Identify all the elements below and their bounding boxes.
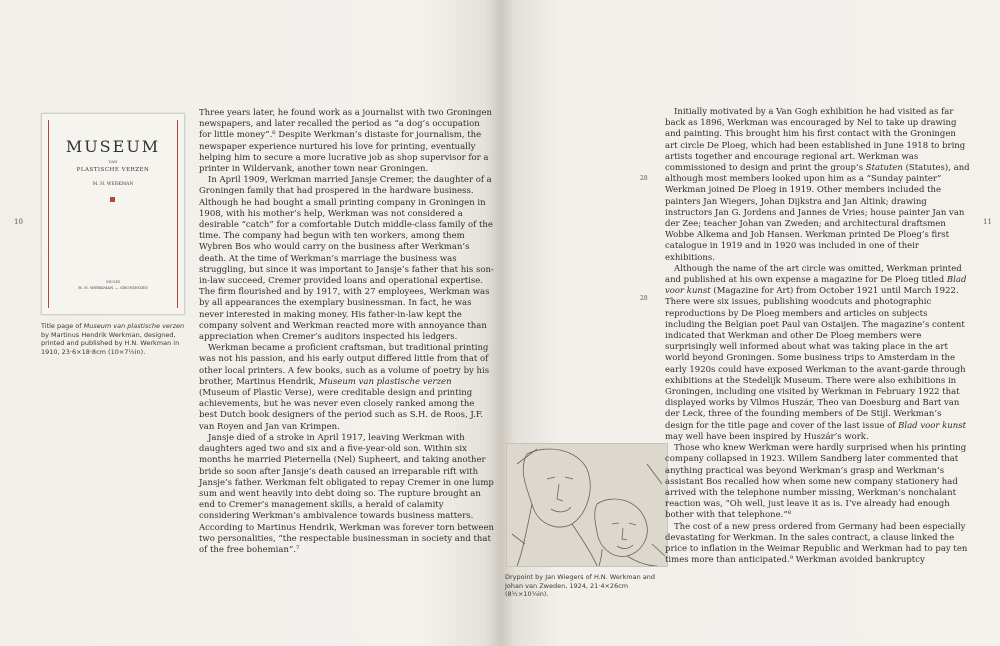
paragraph: Three years later, he found work as a journalist with two Groningen newspapers, and later recalled the period as “a dog’s occupation for little money”.⁶ Despite Werkman’s distaste for journalism, the newspaper experience nurtured his love for printing, eventually helping him to secure a more lucrative job as shop supervisor for a printer in Wildervank, another town near Groningen. xyxy=(199,108,492,175)
cover-author: M. H. WERKMAN xyxy=(92,182,134,187)
margin-note: 28 xyxy=(640,295,648,302)
drypoint-image xyxy=(506,443,668,567)
cover-subtitle: PLASTISCHE VERZEN xyxy=(76,167,150,173)
paragraph: Although the name of the art circle was omitted, Werkman printed and published at his own expense a magazine for De Ploeg titled Blad voor kunst (Magazine for Art) from October 1921 until March 1922. There were six issues, publishing woodcuts and photographic reproductions by De Ploeg members and articles on subjects including the Belgian poet Paul van Ostaijen. The magazine’s content indicated that Werkman and other De Ploeg members were surprisingly well informed about what was taking place in the art world beyond Groningen. Some business trips to Amsterdam in the early 1920s could have exposed Werkman to the avant-garde through exhibitions at the Stedelijk Museum. There were also exhibitions in Groningen, including one visited by Werkman in February 1922 that displayed works by Vilmos Huszár, Theo van Doesburg and Bart van der Leck, three of the founding members of De Stijl. Werkman’s design for the title page and cover of the last issue of Blad voor kunst may well have been inspired by Huszár’s work. xyxy=(665,263,967,442)
cover-caption: Title page of Museum van plastische verzen by Martinus Hendrik Werkman, designed, printed and published by H.N. Werkman in 1910, 23·6×18·8cm (10×7½in). xyxy=(41,322,185,356)
left-body-text xyxy=(199,108,494,556)
drypoint-sketch xyxy=(507,444,667,566)
drypoint-caption: Drypoint by Jan Wiegers of H.N. Werkman and Johan van Zweden, 1924, 21·4×26cm (8½×10¼in). xyxy=(505,573,656,599)
paragraph: Initially motivated by a Van Gogh exhibition he had visited as far back as 1896, Werkman was encouraged by Nel to take up drawing and painting. This brought him his first contact with the Groningen art circle De Ploeg, which had been established in June 1918 to bring artists together and encourage regional art. Werkman was commissioned to design and print the group’s Statuten (Statutes), and although most members looked upon him as a “Sunday painter” Werkman joined De Ploeg in 1919. Other members included the painters Jan Wiegers, Johan Dijkstra and Jan Altink; drawing instructors Jan G. Jordens and Jannes de Vries; house painter Jan van der Zee; teacher Johan van Zweden; and architectural draftsmen Wobbe Alkema and Job Hansen. Werkman printed De Ploeg’s first catalogue in 1919 and in 1920 was included in one of their exhibitions. xyxy=(665,107,970,263)
cover-ornament xyxy=(110,197,115,202)
cover-van: VAN xyxy=(108,159,118,164)
cover-year: MCMX xyxy=(105,279,121,284)
book-cover-image xyxy=(41,113,185,315)
paragraph: Werkman became a proficient craftsman, but traditional printing was not his passion, and his early output differed little from that of other local printers. A few books, such as a volume of poetry by his brother, Martinus Hendrik, Museum van plastische verzen (Museum of Plastic Verse), were creditable design and printing achievements, but he was never even closely ranked among the best Dutch book designers of the period such as S.H. de Roos, J.F. van Royen and Jan van Krimpen. xyxy=(199,343,490,432)
paragraph: Those who knew Werkman were hardly surprised when his printing company collapsed in 1923. Willem Sandberg later commented that anything practical was beyond Werkman’s grasp and Werkman’s assistant Bos recalled how when some new company stationery had arrived with the telephone number missing, Werkman’s nonchalant reaction was, “Oh well, just leave it as is. I’ve already had enough bother with that telephone.”⁸ xyxy=(665,443,967,521)
page-number-left: 10 xyxy=(14,218,23,226)
paragraph: Jansje died of a stroke in April 1917, leaving Werkman with daughters aged two and six and a five-year-old son. Within six months he married Pieternella (Nel) Supheert, and taking another bride so soon after Jansje’s death caused an irreparable rift with Jansje’s father. Werkman felt obligated to repay Cremer in one lump sum and went heavily into debt doing so. The rupture brought an end to Cremer’s management skills, a herald of calamity considering Werkman’s ambivalence towards business matters. According to Martinus Hendrik, Werkman was forever torn between two personalities, “the respectable businessman in society and that of the free bohemian”.⁷ xyxy=(199,432,494,555)
cover-title: MUSEUM xyxy=(65,137,161,156)
margin-note: 28 xyxy=(640,175,648,182)
page-number-right: 11 xyxy=(983,218,992,226)
paragraph: In April 1909, Werkman married Jansje Cremer, the daughter of a Groningen family that had prospered in the hardware business. Although he had bought a small printing company in Groningen in 1908, with his mother’s help, Werkman was not considered a desirable “catch” for a comfortable Dutch middle-class family of the time. The company had begun with ten workers, among them Wybren Bos who would carry on the business after Werkman’s death. At the time of Werkman’s marriage the business was struggling, but since it was important to Jansje’s father that his son-in-law succeed, Cremer provided loans and operational expertise. The firm flourished and by 1917, with 27 employees, Werkman was by all appearances the exemplary businessman. In fact, he was never interested in making money. His father-in-law kept the company solvent and Werkman reacted more with annoyance than appreciation when Cremer’s auditors inspected his ledgers. xyxy=(199,175,494,343)
cover-publisher: H. N. WERKMAN — GRONINGEN xyxy=(78,285,148,290)
right-body-text xyxy=(665,107,970,566)
paragraph: The cost of a new press ordered from Germany had been especially devastating for Werkman. In the sales contract, a clause linked the price to inflation in the Weimar Republic and Werkman had to pay ten times more than anticipated.⁹ Werkman avoided bankruptcy xyxy=(665,521,968,566)
